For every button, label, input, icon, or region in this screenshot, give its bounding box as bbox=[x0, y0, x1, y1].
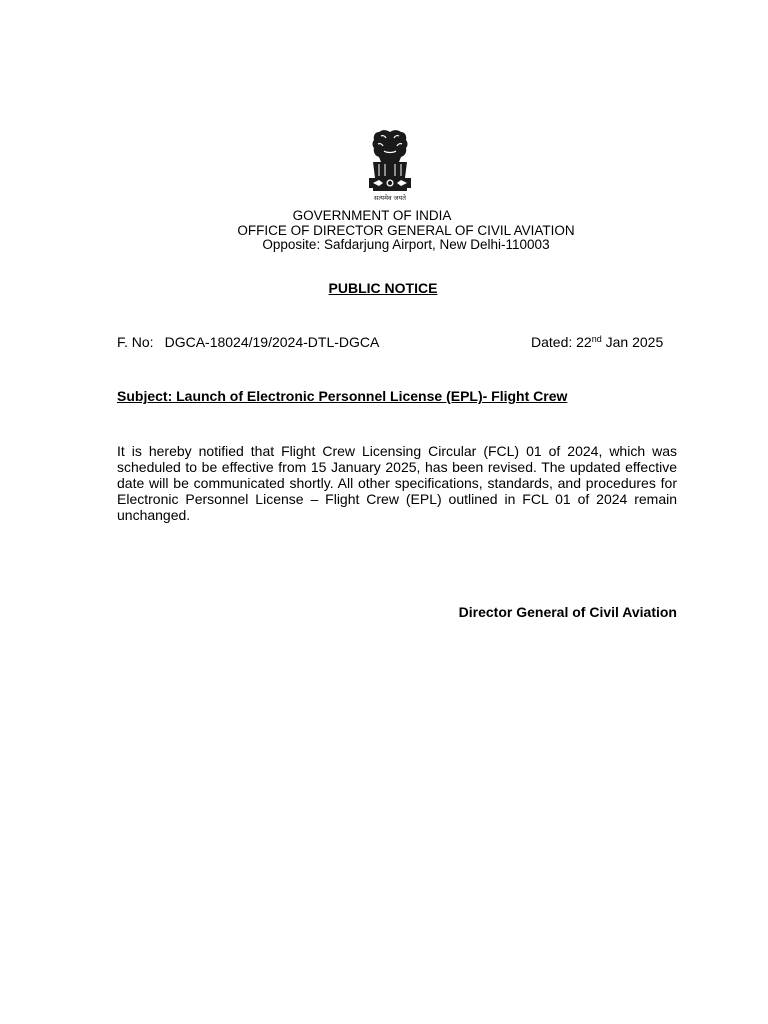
date-label: Dated: 22 bbox=[531, 334, 592, 350]
subject-line: Subject: Launch of Electronic Personnel License (EPL)- Flight Crew bbox=[117, 388, 568, 404]
date-line bbox=[531, 334, 663, 350]
file-number bbox=[117, 334, 379, 350]
file-number-value: DGCA-18024/19/2024-DTL-DGCA bbox=[164, 334, 380, 350]
header-office: OFFICE OF DIRECTOR GENERAL OF CIVIL AVIATION bbox=[237, 223, 575, 238]
header-address: Opposite: Safdarjung Airport, New Delhi-110003 bbox=[262, 237, 550, 252]
signatory: Director General of Civil Aviation bbox=[458, 604, 677, 620]
date-ordinal-suffix: nd bbox=[591, 334, 602, 344]
notice-body: It is hereby notified that Flight Crew Licensing Circular (FCL) 01 of 2024, which was scheduled to be effective from 15 January 2025, has been revised. The updated effective date will be communicated shortly. All other specifications, standards, and procedures for Electronic Personnel License – Flight Crew (EPL) outlined in FCL 01 of 2024 remain unchanged. bbox=[117, 443, 677, 523]
national-emblem-icon bbox=[359, 126, 421, 208]
notice-title: PUBLIC NOTICE bbox=[328, 280, 438, 296]
header-government: GOVERNMENT OF INDIA bbox=[292, 208, 452, 223]
date-month-year: Jan 2025 bbox=[601, 334, 664, 350]
file-number-label: F. No: bbox=[117, 334, 154, 350]
svg-text:सत्यमेव जयते: सत्यमेव जयते bbox=[374, 194, 406, 202]
